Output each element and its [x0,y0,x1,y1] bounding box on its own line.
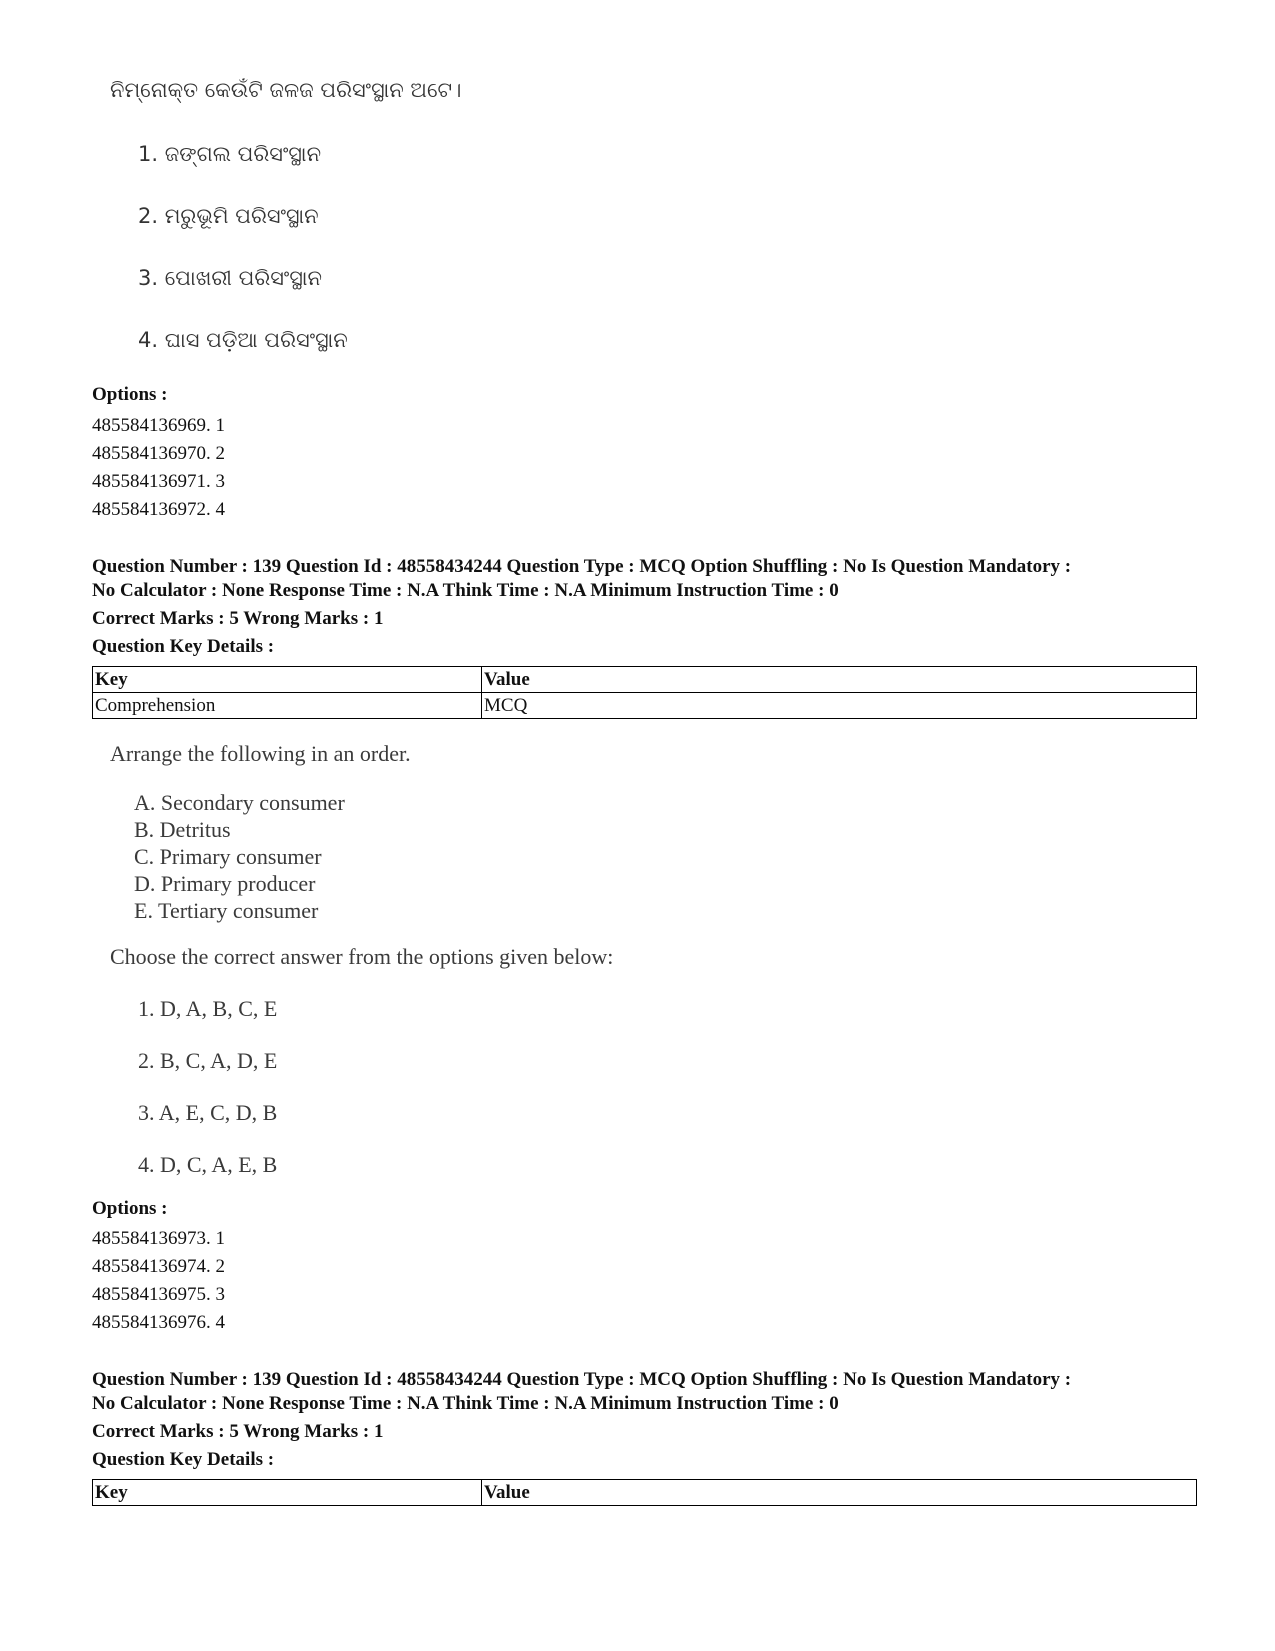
options-heading: Options : [92,1198,168,1219]
table-header-value: Value [482,667,1197,693]
answer-instruction: Choose the correct answer from the options given below: [110,944,614,969]
answer-choice-4: 4. D, C, A, E, B [138,1152,278,1177]
table-cell-value: MCQ [482,693,1197,719]
sequence-item: B. Detritus [134,817,231,842]
marks-line: Correct Marks : 5 Wrong Marks : 1 [92,1421,384,1442]
option-item: 485584136971. 3 [92,471,225,492]
table-header-value: Value [482,1480,1197,1506]
answer-choice-3: 3. A, E, C, D, B [138,1100,278,1125]
question-meta-line1: Question Number : 139 Question Id : 48558434244 Question Type : MCQ Option Shuffling : No Is Question Mandatory : [92,1369,1072,1390]
options-heading: Options : [92,384,168,405]
table-header-row [93,667,1197,693]
table-header-row [93,1480,1197,1506]
odia-choice-2: 2. ମରୁଭୂମି ପରିସଂସ୍ଥାନ [138,204,319,228]
question-stem: Arrange the following in an order. [110,741,411,766]
option-item: 485584136974. 2 [92,1256,225,1277]
options-list [92,1225,225,1337]
table-header-key: Key [93,1480,482,1506]
odia-choice-1: 1. ଜଙ୍ଗଲ ପରିସଂସ୍ଥାନ [138,142,322,166]
question-meta-line2: No Calculator : None Response Time : N.A Think Time : N.A Minimum Instruction Time : 0 [92,580,839,601]
sequence-item: C. Primary consumer [134,844,322,869]
odia-choice-3: 3. ପୋଖରୀ ପରିସଂସ୍ଥାନ [138,266,322,290]
option-item: 485584136969. 1 [92,415,225,436]
key-details-heading: Question Key Details : [92,636,275,657]
sequence-item: A. Secondary consumer [134,790,345,815]
key-details-table [92,666,1197,719]
sequence-item: D. Primary producer [134,871,316,896]
sequence-item: E. Tertiary consumer [134,898,319,923]
options-list [92,412,225,524]
key-details-table [92,1479,1197,1506]
question-meta-line1: Question Number : 139 Question Id : 48558434244 Question Type : MCQ Option Shuffling : No Is Question Mandatory : [92,556,1072,577]
marks-line: Correct Marks : 5 Wrong Marks : 1 [92,608,384,629]
table-row [93,693,1197,719]
option-item: 485584136970. 2 [92,443,225,464]
odia-choice-4: 4. ଘାସ ପଡ଼ିଆ ପରିସଂସ୍ଥାନ [138,328,348,352]
table-header-key: Key [93,667,482,693]
option-item: 485584136975. 3 [92,1284,225,1305]
table-cell-key: Comprehension [93,693,482,719]
sequence-items [134,789,345,924]
option-item: 485584136976. 4 [92,1312,225,1333]
answer-choice-1: 1. D, A, B, C, E [138,996,278,1021]
option-item: 485584136973. 1 [92,1228,225,1249]
key-details-heading: Question Key Details : [92,1449,275,1470]
question-meta-line2: No Calculator : None Response Time : N.A Think Time : N.A Minimum Instruction Time : 0 [92,1393,839,1414]
odia-question-stem: ନିମ୍ନୋକ୍ତ କେଉଁଟି ଜଳଜ ପରିସଂସ୍ଥାନ ଅଟେ। [110,78,462,102]
answer-choice-2: 2. B, C, A, D, E [138,1048,278,1073]
option-item: 485584136972. 4 [92,499,225,520]
